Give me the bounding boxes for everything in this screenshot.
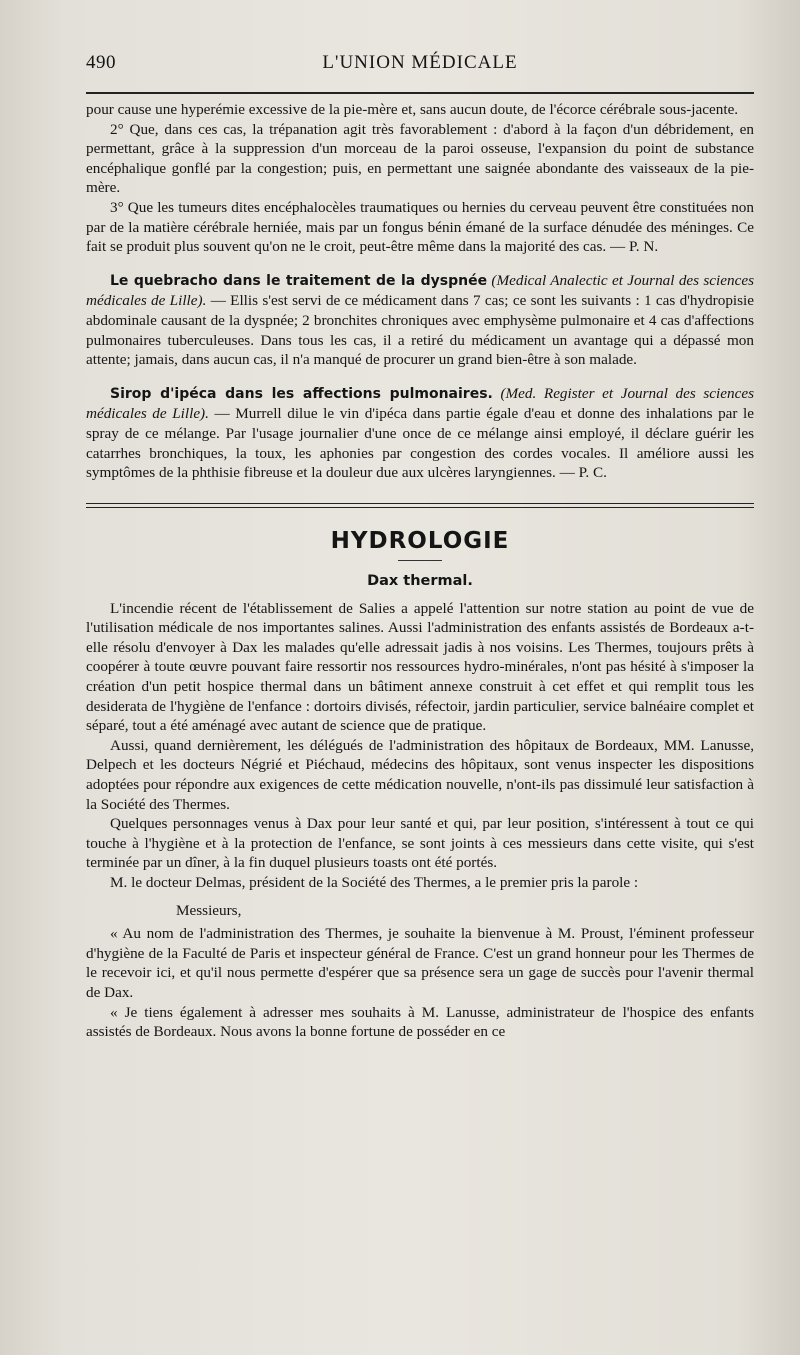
entry-quebracho [86,271,754,370]
entry-source: (Medical Analectic et Journal des sciences médicales de Lille). [86,271,754,310]
paragraph-article-2: Aussi, quand dernièrement, les délégués de l'administration des hôpitaux de Bordeaux, MM. Lanusse, Delpech et les docteurs Négrié et Piéchaud, médecins des hôpitaux, sont venus inspecter les dispositions adoptées pour répondre aux exigences de cette médication nouvelle, n'ont-ils pas dissimulé leur satisfaction à la Société des Thermes. [86,736,754,813]
entry-body: — Murrell dilue le vin d'ipéca dans partie égale d'eau et donne des inhalations par le spray de ce mélange. Par l'usage journalier d'une once de ce mélange ainsi employé, il déclare guérir les catarrhes bronchiques, la toux, les aphonies par congestion des cordes vocales. Il améliore aussi les symptômes de la phthisie fibreuse et la douleur due aux ulcères laryngiennes. — P. C. [86,405,755,482]
paragraph-article-4: M. le docteur Delmas, président de la Société des Thermes, a le premier pris la parole : [110,874,639,891]
paragraph-continuation: pour cause une hyperémie excessive de la pie-mère et, sans aucun doute, de l'écorce cérébrale sous-jacente. [86,101,739,118]
paragraph-article-1: L'incendie récent de l'établissement de Salies a appelé l'attention sur notre station au point de vue de l'utilisation médicale de nos importantes salines. Aussi l'administration des enfants assistés de Bordeaux a-t-elle résolu d'envoyer à Dax les malades qu'elle adressait jadis à nos voisins. Les Thermes, toujours prêts à coopérer à toute œuvre pouvant faire ressortir nos ressources hydro-minérales, n'ont pas hésité à s'imposer la création d'un petit hospice thermal dans un bâtiment annexe construit à cet effet et qui remplit tous les desiderata de l'hygiène de l'enfance : dortoirs divisés, réfectoir, jardin particulier, service balnéaire complet et séparé, tout a été aménagé avec autant de science que de pratique. [86,599,754,735]
section-heading: HYDROLOGIE [330,527,510,554]
header-rule [86,92,754,94]
page-number: 490 [86,52,116,73]
entry-source: (Med. Register et Journal des sciences médicales de Lille). [86,384,754,423]
entry-title: Le quebracho dans le traitement de la dyspnée [110,272,488,289]
section-underline [398,560,442,561]
section-divider [86,503,754,508]
entry-sirop-ipeca [86,384,754,483]
entry-body: — Ellis s'est servi de ce médicament dans 7 cas; ce sont les suivants : 1 cas d'hydropisie abdominale causant de la dyspnée; 2 bronchites chroniques avec emphysème pulmonaire et 4 cas d'affections pulmonaires tuberculeuses. Dans tous les cas, il a retiré du médicament un avantage qui a dépassé mon attente; jamais, dans aucun cas, il n'a manqué de procurer un grand bien-être à son malade. [86,292,755,369]
paragraph-point-3: 3° Que les tumeurs dites encéphalocèles traumatiques ou hernies du cerveau peuvent être constituées non par de la matière cérébrale herniée, mais par un fongus bénin émané de la surface dénudée des méninges. Ce fait se produit plus souvent qu'on ne le croit, peut-être même dans la majorité des cas. — P. N. [86,198,754,256]
paragraph-point-2: 2° Que, dans ces cas, la trépanation agit très favorablement : d'abord à la façon d'un débridement, en permettant, grâce à la suppression d'un morceau de la paroi osseuse, l'expansion du point de substance encéphalique gonflé par la congestion; puis, en permettant une saignée abondante des vaisseaux de la pie-mère. [86,120,754,197]
speech-paragraph-1: « Au nom de l'administration des Thermes, je souhaite la bienvenue à M. Proust, l'éminent professeur d'hygiène de la Faculté de Paris et inspecteur général de France. C'est un grand honneur pour les Thermes de le recevoir ici, et qu'il nous permette d'espérer que sa présence sera un gage de succès pour l'avenir thermal de Dax. [86,925,754,1001]
article-subheading: Dax thermal. [367,572,473,589]
running-head [86,44,754,76]
entry-title: Sirop d'ipéca dans les affections pulmonaires. [110,385,493,402]
paragraph-article-3: Quelques personnages venus à Dax pour leur santé et qui, par leur position, s'intéressent à tout ce qui touche à l'hygiène et à la protection de l'enfance, se sont joints à ces messieurs dans cette visite, qui s'est terminée par un dîner, à la fin duquel plusieurs toasts ont été portés. [86,815,754,872]
speech-paragraph-2: « Je tiens également à adresser mes souhaits à M. Lanusse, administrateur de l'hospice des enfants assistés de Bordeaux. Nous avons la bonne fortune de posséder en ce [86,1003,754,1041]
speech-salutation: Messieurs, [176,901,242,919]
journal-title: L'UNION MÉDICALE [322,52,518,73]
